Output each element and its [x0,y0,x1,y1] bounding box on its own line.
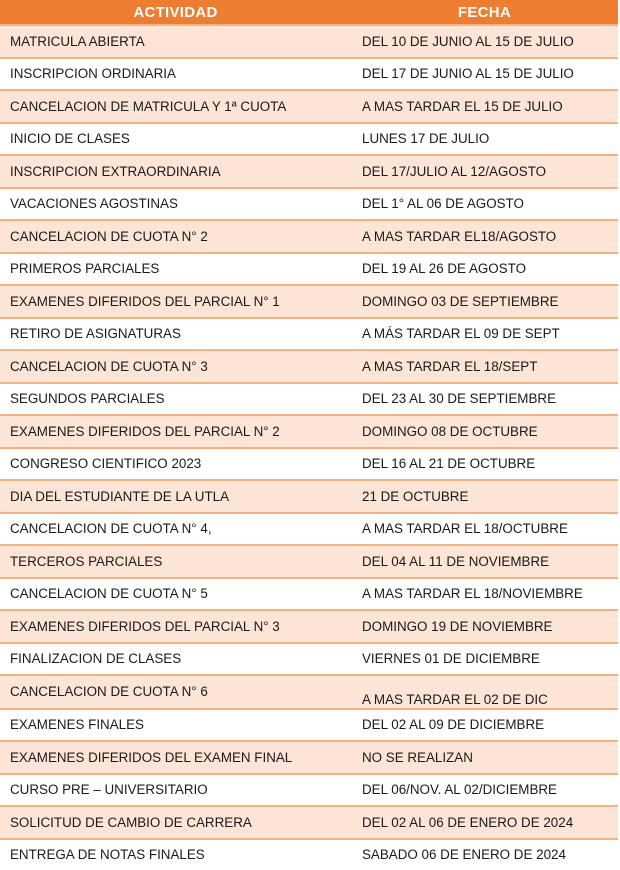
date-cell: A MAS TARDAR EL 18/OCTUBRE [351,513,618,546]
date-cell: A MÁS TARDAR EL 09 DE SEPT [351,318,618,351]
date-cell: DOMINGO 19 DE NOVIEMBRE [351,610,618,643]
table-row [0,448,618,481]
activity-cell: CURSO PRE – UNIVERSITARIO [0,774,351,807]
table-body [0,25,618,870]
activity-cell: INSCRIPCION EXTRAORDINARIA [0,155,351,188]
table-row [0,741,618,774]
table-row [0,383,618,416]
activity-cell: SEGUNDOS PARCIALES [0,383,351,416]
table-row [0,318,618,351]
activity-cell: RETIRO DE ASIGNATURAS [0,318,351,351]
activity-cell: CANCELACION DE CUOTA N° 2 [0,220,351,253]
activity-cell: CONGRESO CIENTIFICO 2023 [0,448,351,481]
activity-cell: TERCEROS PARCIALES [0,545,351,578]
table-row [0,806,618,839]
table-row [0,188,618,221]
date-cell: NO SE REALIZAN [351,741,618,774]
table-row [0,220,618,253]
date-cell: A MAS TARDAR EL18/AGOSTO [351,220,618,253]
activity-cell: ENTREGA DE NOTAS FINALES [0,839,351,870]
activity-cell: EXAMENES DIFERIDOS DEL PARCIAL N° 3 [0,610,351,643]
date-cell: SABADO 06 DE ENERO DE 2024 [351,839,618,870]
date-cell: DOMINGO 03 DE SEPTIEMBRE [351,285,618,318]
header-row [0,0,618,25]
activity-cell: VACACIONES AGOSTINAS [0,188,351,221]
date-cell: DEL 17 DE JUNIO AL 15 DE JULIO [351,58,618,91]
table-row [0,25,618,58]
date-cell: A MAS TARDAR EL 18/NOVIEMBRE [351,578,618,611]
activity-cell: FINALIZACION DE CLASES [0,643,351,676]
table-row [0,58,618,91]
date-cell: DEL 04 AL 11 DE NOVIEMBRE [351,545,618,578]
activity-cell: INSCRIPCION ORDINARIA [0,58,351,91]
activity-cell: EXAMENES DIFERIDOS DEL EXAMEN FINAL [0,741,351,774]
date-cell: DEL 1° AL 06 DE AGOSTO [351,188,618,221]
table-row [0,285,618,318]
activity-cell: CANCELACION DE CUOTA N° 4, [0,513,351,546]
date-cell: DEL 06/NOV. AL 02/DICIEMBRE [351,774,618,807]
date-cell: DEL 17/JULIO AL 12/AGOSTO [351,155,618,188]
table-row [0,610,618,643]
table-row [0,709,618,742]
activity-cell: CANCELACION DE CUOTA N° 5 [0,578,351,611]
date-cell: DEL 02 AL 09 DE DICIEMBRE [351,709,618,742]
table-row [0,513,618,546]
date-cell: 21 DE OCTUBRE [351,480,618,513]
table-row [0,253,618,286]
activity-cell: SOLICITUD DE CAMBIO DE CARRERA [0,806,351,839]
table-row [0,480,618,513]
activity-cell: CANCELACION DE MATRICULA Y 1ª CUOTA [0,90,351,123]
date-cell: A MAS TARDAR EL 15 DE JULIO [351,90,618,123]
activity-cell: INICIO DE CLASES [0,123,351,156]
activity-cell: CANCELACION DE CUOTA N° 3 [0,350,351,383]
table-row [0,350,618,383]
table-row [0,774,618,807]
table-row [0,578,618,611]
column-header-date: FECHA [351,0,618,25]
date-cell: DEL 23 AL 30 DE SEPTIEMBRE [351,383,618,416]
date-cell: LUNES 17 DE JULIO [351,123,618,156]
table-row [0,675,618,709]
date-cell: A MAS TARDAR EL 02 DE DIC [351,675,618,709]
date-cell: DOMINGO 08 DE OCTUBRE [351,415,618,448]
table-row [0,415,618,448]
table-row [0,545,618,578]
table-row [0,90,618,123]
table-row [0,839,618,870]
activity-cell: DIA DEL ESTUDIANTE DE LA UTLA [0,480,351,513]
date-cell: DEL 16 AL 21 DE OCTUBRE [351,448,618,481]
activity-cell: CANCELACION DE CUOTA N° 6 [0,675,351,709]
table-row [0,123,618,156]
activity-cell: PRIMEROS PARCIALES [0,253,351,286]
date-cell: A MAS TARDAR EL 18/SEPT [351,350,618,383]
date-cell: DEL 10 DE JUNIO AL 15 DE JULIO [351,25,618,58]
date-cell: DEL 02 AL 06 DE ENERO DE 2024 [351,806,618,839]
activity-cell: EXAMENES FINALES [0,709,351,742]
date-cell: DEL 19 AL 26 DE AGOSTO [351,253,618,286]
activity-cell: EXAMENES DIFERIDOS DEL PARCIAL N° 2 [0,415,351,448]
activity-cell: EXAMENES DIFERIDOS DEL PARCIAL N° 1 [0,285,351,318]
table-row [0,155,618,188]
activity-cell: MATRICULA ABIERTA [0,25,351,58]
table-row [0,643,618,676]
date-cell: VIERNES 01 DE DICIEMBRE [351,643,618,676]
column-header-activity: ACTIVIDAD [0,0,351,25]
